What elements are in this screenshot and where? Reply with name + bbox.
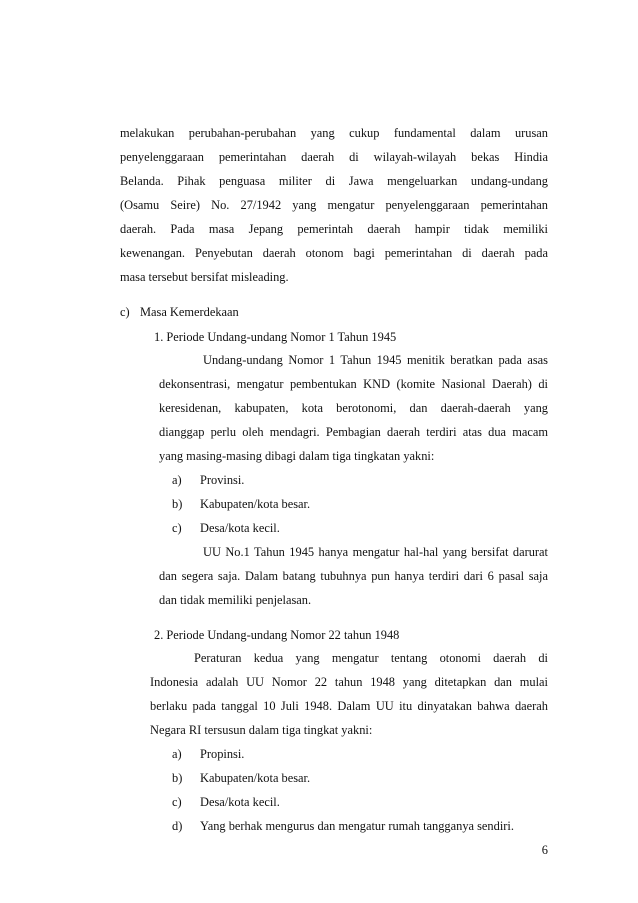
text-line: Negara RI tersusun dalam tiga tingkat yakni: (150, 723, 373, 737)
list-marker: d) (172, 819, 183, 833)
text-line: keresidenan, kabupaten, kota berotonomi, dan daerah-daerah yang (159, 401, 548, 415)
list-text: Kabupaten/kota besar. (200, 771, 311, 785)
text-line: yang masing-masing dibagi dalam tiga tingkatan yakni: (159, 449, 435, 463)
list-marker: b) (172, 771, 183, 785)
list-marker: a) (172, 473, 182, 487)
text-line: dan tidak memiliki penjelasan. (159, 593, 312, 607)
list-text: Desa/kota kecil. (200, 521, 280, 535)
section-marker: c) (120, 305, 130, 319)
list-text: Propinsi. (200, 747, 245, 761)
text-line: Belanda. Pihak penguasa militer di Jawa mengeluarkan undang-undang (120, 174, 548, 188)
text-line: Undang-undang Nomor 1 Tahun 1945 menitik beratkan pada asas (203, 353, 548, 367)
text-line: dan segera saja. Dalam batang tubuhnya pun hanya terdiri dari 6 pasal saja (159, 569, 548, 583)
period-heading: 1. Periode Undang-undang Nomor 1 Tahun 1945 (154, 330, 397, 344)
text-line: Peraturan kedua yang mengatur tentang otonomi daerah di (194, 651, 548, 665)
list-text: Desa/kota kecil. (200, 795, 280, 809)
section-title: Masa Kemerdekaan (140, 305, 239, 319)
text-line: masa tersebut bersifat misleading. (120, 270, 289, 284)
list-text: Yang berhak mengurus dan mengatur rumah tangganya sendiri. (200, 819, 514, 833)
text-line: penyelenggaraan pemerintahan daerah di wilayah-wilayah bekas Hindia (120, 150, 548, 164)
text-line: berlaku pada tanggal 10 Juli 1948. Dalam UU itu dinyatakan bahwa daerah (150, 699, 548, 713)
text-line: dekonsentrasi, mengatur pembentukan KND (komite Nasional Daerah) di (159, 377, 548, 391)
text-line: kewenangan. Penyebutan daerah otonom bagi pemerintahan di daerah pada (120, 246, 548, 260)
list-text: Kabupaten/kota besar. (200, 497, 311, 511)
list-marker: c) (172, 795, 182, 809)
list-text: Provinsi. (200, 473, 245, 487)
list-marker: a) (172, 747, 182, 761)
text-line: dianggap perlu oleh mendagri. Pembagian daerah terdiri atas dua macam (159, 425, 548, 439)
text-line: Indonesia adalah UU Nomor 22 tahun 1948 yang ditetapkan dan mulai (150, 675, 548, 689)
text-line: melakukan perubahan-perubahan yang cukup fundamental dalam urusan (120, 126, 548, 140)
text-line: (Osamu Seire) No. 27/1942 yang mengatur penyelenggaraan pemerintahan (120, 198, 548, 212)
period-heading: 2. Periode Undang-undang Nomor 22 tahun 1948 (154, 628, 400, 642)
text-line: UU No.1 Tahun 1945 hanya mengatur hal-hal yang bersifat darurat (203, 545, 548, 559)
text-line: daerah. Pada masa Jepang pemerintah daerah hampir tidak memiliki (120, 222, 548, 236)
page-number: 6 (541, 843, 548, 857)
list-marker: c) (172, 521, 182, 535)
list-marker: b) (172, 497, 183, 511)
